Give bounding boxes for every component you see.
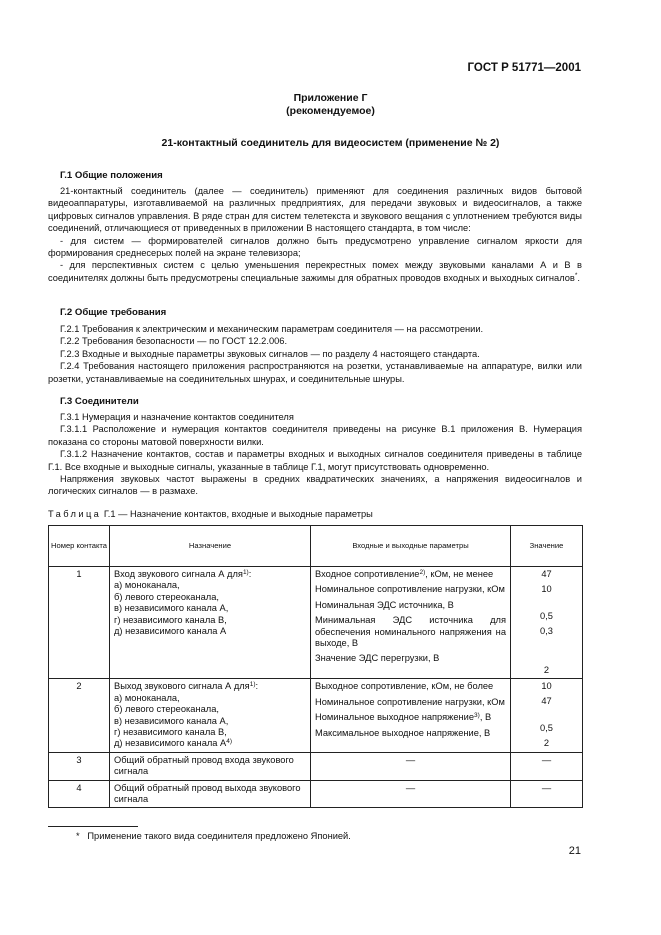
table-header-row <box>49 526 583 567</box>
col-header-params: Входные и выходные параметры <box>311 526 511 567</box>
g3-item: Г.3.1.1 Расположение и нумерация контактов соединителя приведены на рисунке В.1 приложения В. Нумерация показана со стороны матовой поверхности вилки. <box>48 424 582 447</box>
param-item: Номинальная ЭДС источника, В <box>315 599 454 610</box>
param-value: 2 <box>543 738 550 749</box>
param-value: 47 <box>541 569 552 579</box>
g1-paragraph-3-text: - для перспективных систем с целью уменьшения перекрестных помех между звуковыми каналами А и В в соединителях должны быть предусмотрены специальные зажимы для обратных проводов входных и выходных сигналов <box>48 260 582 283</box>
param-value: 10 <box>541 681 552 692</box>
contact-number: 4 <box>49 780 110 808</box>
g1-paragraph-3-end: . <box>577 272 580 283</box>
appendix-title: Приложение Г <box>293 92 368 104</box>
contacts-table <box>48 525 583 808</box>
param-item: Номинальное сопротивление нагрузки, кОм <box>315 584 505 595</box>
contact-params: — <box>311 780 511 808</box>
g1-paragraph-2: - для систем — формирователей сигналов должно быть предусмотрено управление сигналом яркости для формирования среднесерых полей на экране телевизора; <box>48 235 582 259</box>
col-header-purpose: Назначение <box>110 526 311 567</box>
table-caption <box>48 509 373 519</box>
contact-purpose: Общий обратный провод входа звукового сигнала <box>110 752 311 780</box>
purpose-title: Выход звукового сигнала А для$^{1)}$: <box>114 681 259 692</box>
param-item: Входное сопротивление$^{2)}$, кОм, не менее <box>315 569 494 579</box>
contact-params <box>311 567 511 679</box>
g2-item: Г.2.4 Требования настоящего приложения распространяются на розетки, устанавливаемые на аппаратуре, вилки или розетки, устанавливаемые на соединительных шнурах, и соединительные шнуры. <box>48 361 582 384</box>
param-value: 2 <box>543 665 550 675</box>
param-value: 47 <box>541 696 552 707</box>
table-row <box>49 567 583 679</box>
param-value: 0,3 <box>540 626 553 636</box>
purpose-line: б) левого стереоканала, <box>114 591 219 602</box>
footnote-mark: * <box>574 271 578 279</box>
purpose-line: а) моноканала, <box>114 580 180 591</box>
param-item: Выходное сопротивление, кОм, не более <box>315 681 494 692</box>
purpose-line: г) независимого канала В, <box>114 614 227 625</box>
param-item: Номинальное выходное напряжение$^{3)}$, В <box>315 712 492 723</box>
contact-params <box>311 679 511 752</box>
param-item: Номинальное сопротивление нагрузки, кОм <box>315 696 505 707</box>
contact-purpose <box>110 679 311 752</box>
footnote <box>76 831 351 841</box>
table-row <box>49 752 583 780</box>
page-number: 21 <box>568 845 581 857</box>
purpose-line: в) независимого канала А, <box>114 603 229 614</box>
contact-values: — <box>511 780 583 808</box>
contact-purpose: Общий обратный провод выхода звукового сигнала <box>110 780 311 808</box>
contact-number: 1 <box>49 567 110 679</box>
purpose-line: а) моноканала, <box>114 692 180 703</box>
section-g2-body <box>48 323 582 385</box>
param-value: 0,5 <box>540 611 553 621</box>
g1-paragraph-1: 21-контактный соединитель (далее — соединитель) применяют для соединения различных видов бытовой видеоаппаратуры, изготавливаемой на различных предприятиях, для передачи звуковых и видеосигналов, а также цифровых сигналов управления. В ряде стран для систем телетекста и звукового вещания с уплотнением требуются виды соединений, отличающиеся от приведенных в приложении В настоящего стандарта, в том числе: <box>48 186 582 234</box>
contact-number: 2 <box>49 679 110 752</box>
table-row <box>49 679 583 752</box>
param-item: Минимальная ЭДС источника для обеспечения номинального напряжения на выходе, В <box>315 615 506 649</box>
section-g2-title: Г.2 Общие требования <box>60 307 167 318</box>
standard-number: ГОСТ Р 51771—2001 <box>467 62 581 74</box>
g2-item: Г.2.3 Входные и выходные параметры звуковых сигналов — по разделу 4 настоящего стандарта. <box>60 348 480 359</box>
g1-paragraph-3 <box>48 259 582 284</box>
g2-item: Г.2.1 Требования к электрическим и механическим параметрам соединителя — на рассмотрении. <box>60 324 484 334</box>
g2-item: Г.2.2 Требования безопасности — по ГОСТ 12.2.006. <box>60 336 288 347</box>
section-g3-body <box>48 411 582 498</box>
section-g1-title: Г.1 Общие положения <box>60 170 163 181</box>
contact-params: — <box>311 752 511 780</box>
purpose-line: в) независимого канала А, <box>114 715 229 726</box>
purpose-line: д) независимого канала $А^{4)}$ <box>114 738 233 749</box>
section-g1-body <box>48 185 582 284</box>
footnote-text: Применение такого вида соединителя предложено Японией. <box>87 831 351 841</box>
param-item: Максимальное выходное напряжение, В <box>315 727 491 738</box>
param-value: 10 <box>541 584 552 594</box>
table-row <box>49 780 583 808</box>
purpose-line: б) левого стереоканала, <box>114 704 219 715</box>
param-value: 0,5 <box>540 723 553 734</box>
col-header-number: Номер контакта <box>49 526 110 567</box>
purpose-title: Вход звукового сигнала А для$^{1)}$: <box>114 569 252 579</box>
param-item: Значение ЭДС перегрузки, В <box>315 653 440 664</box>
g3-item: Напряжения звуковых частот выражены в средних квадратических значениях, а напряжения видеосигналов и логических сигналов — в размахе. <box>48 474 582 497</box>
contact-number: 3 <box>49 752 110 780</box>
purpose-line: г) независимого канала В, <box>114 727 227 738</box>
footnote-marker: * <box>76 831 80 841</box>
contact-values: — <box>511 752 583 780</box>
table-caption-text: Г.1 — Назначение контактов, входные и выходные параметры <box>103 509 373 519</box>
contact-purpose <box>110 567 311 679</box>
appendix-status: (рекомендуемое) <box>286 105 375 117</box>
section-g3-title: Г.3 Соединители <box>60 396 139 407</box>
contact-values <box>511 679 583 752</box>
footnote-divider <box>48 826 138 827</box>
g3-item: Г.3.1 Нумерация и назначение контактов соединителя <box>60 412 294 422</box>
appendix-heading: 21-контактный соединитель для видеосистем (применение № 2) <box>161 137 500 149</box>
col-header-value: Значение <box>511 526 583 567</box>
g3-item: Г.3.1.2 Назначение контактов, состав и параметры входных и выходных сигналов соединителя приведены в таблице Г.1. Все входные и выходные сигналы, указанные в таблице Г.1, могут присутствовать одновременно. <box>48 449 582 472</box>
purpose-line: д) независимого канала А <box>114 626 227 637</box>
table-caption-prefix: Таблица <box>48 509 102 519</box>
contact-values <box>511 567 583 679</box>
